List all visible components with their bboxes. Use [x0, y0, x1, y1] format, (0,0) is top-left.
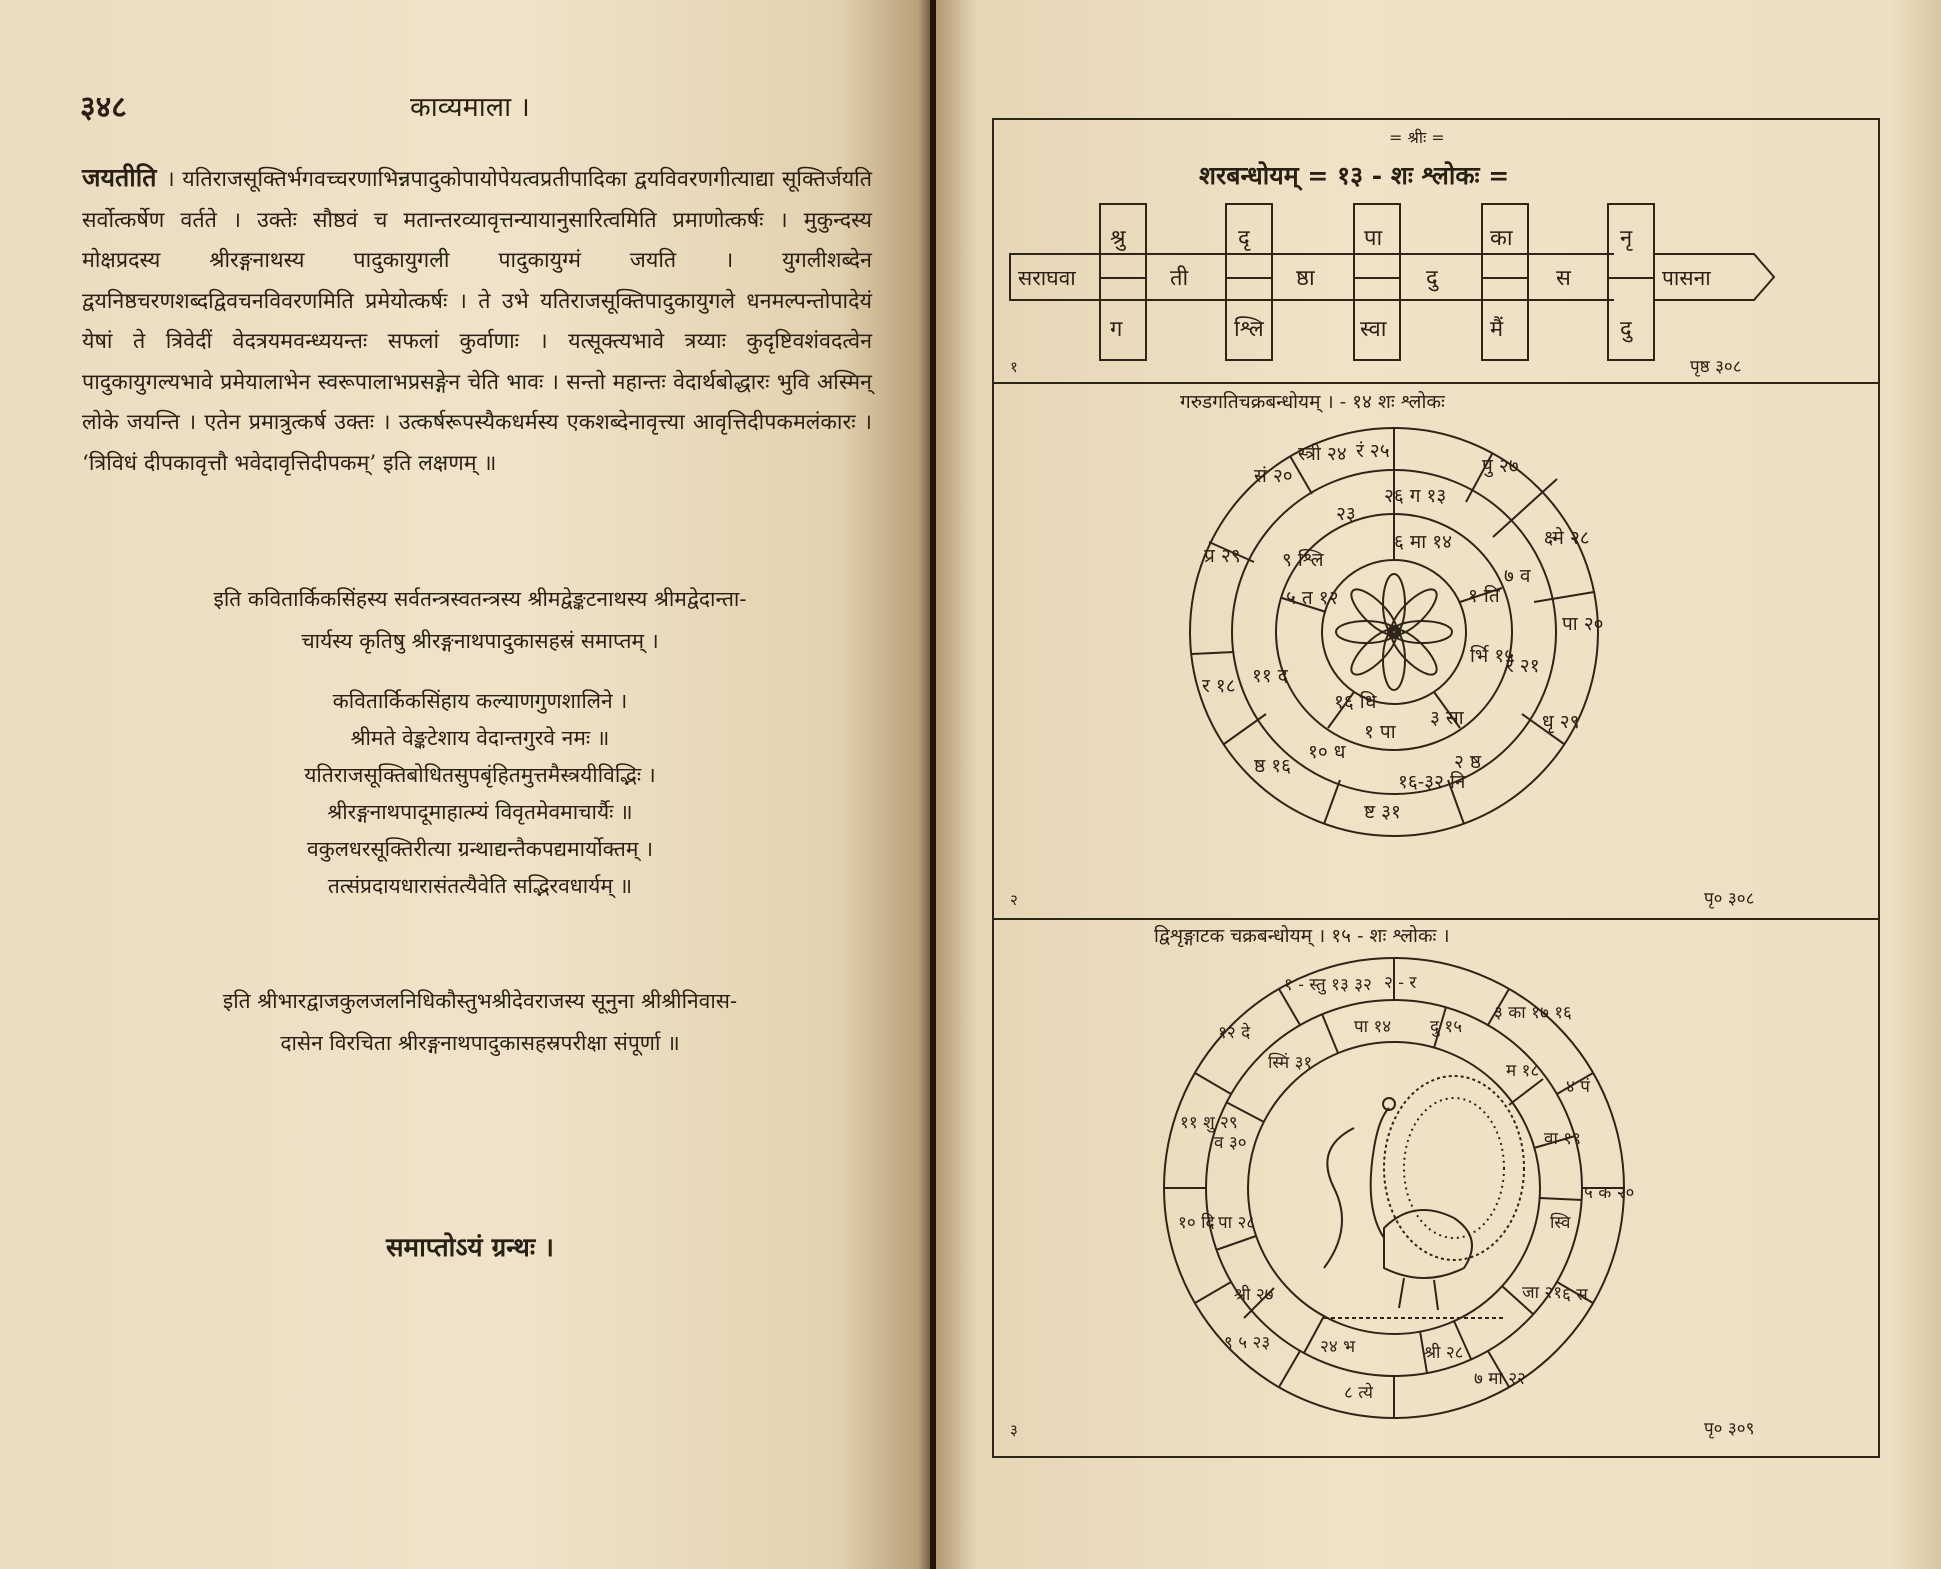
chakra-syllable: व ३०: [1214, 1133, 1247, 1153]
plate2-number: २: [1010, 891, 1018, 909]
arrow-right-text: पासना: [1662, 266, 1711, 290]
arrow-syllable: ती: [1170, 266, 1189, 291]
arrow-syllable: पा: [1364, 226, 1383, 251]
colophon-line: इति कवितार्किकसिंहस्य सर्वतन्त्रस्वतन्त्रस्य श्रीमद्वेङ्कटनाथस्य श्रीमद्वेदान्ता-: [213, 587, 747, 611]
chakra-syllable: ८ त्ये: [1344, 1383, 1374, 1403]
verse-line: तत्संप्रदायधारासंतत्यैवेति सद्भिरवधार्यम् ॥: [327, 874, 633, 898]
chakra-syllable: दु १५: [1430, 1017, 1463, 1037]
chakra-syllable: पा १४: [1354, 1017, 1392, 1037]
arrow-syllable: का: [1490, 226, 1513, 251]
plate1-number: १: [1010, 358, 1018, 376]
verse-line: श्रीमते वेङ्कटेशाय वेदान्तगुरवे नमः ॥: [350, 726, 610, 750]
peacock-illustration: [1324, 1076, 1524, 1318]
chakra-syllable: धृ २९: [1542, 711, 1580, 733]
garuda-chakra-diagram: [994, 420, 1878, 850]
chakra-syllable: वा १९: [1544, 1129, 1581, 1149]
chakra-syllable: जा २१: [1522, 1283, 1563, 1303]
chakra-syllable: प्र २९: [1204, 545, 1241, 567]
chakra-syllable: २६ ग १३: [1384, 485, 1447, 507]
left-page: [0, 0, 930, 1569]
chakra-syllable: ७ मा २२: [1474, 1369, 1526, 1389]
chakra-syllable: ७ व: [1504, 565, 1531, 587]
chakra-syllable: ष्ट ३१: [1364, 801, 1401, 823]
colophon-line: इति श्रीभारद्वाजकुलजलनिधिकौस्तुभश्रीदेवराजस्य सूनुना श्रीश्रीनिवास-: [222, 989, 738, 1013]
chakra-syllable: २ ष्ठ: [1454, 751, 1482, 773]
commentary-paragraph: [82, 158, 872, 484]
plate3-number: ३: [1010, 1421, 1018, 1439]
arrow-syllable: नृ: [1620, 226, 1633, 251]
chakra-syllable: स्मिं ३१: [1268, 1053, 1313, 1073]
colophon-first: [110, 578, 850, 662]
chakra-syllable: ११ शु २९: [1180, 1113, 1238, 1133]
chakra-syllable: ६ मा १४: [1394, 531, 1453, 553]
plate3-title: द्विशृङ्गाटक चक्रबन्धोयम् । १५ - शः श्लोकः ।: [1154, 925, 1450, 947]
chakra-syllable: ६ स: [1562, 1285, 1588, 1305]
benediction-verses: [180, 683, 780, 905]
chakra-syllable: ५ क २०: [1584, 1183, 1635, 1203]
chakra-syllable: ३ का १७ १६: [1494, 1003, 1572, 1023]
chakra-syllable: स्त्री २४: [1298, 443, 1347, 465]
arrow-syllable: स: [1556, 266, 1571, 291]
chakra-syllable: म १८: [1506, 1061, 1540, 1081]
chakra-syllable: ९ ५ २३: [1224, 1333, 1271, 1353]
chakra-syllable: र १८: [1202, 675, 1236, 697]
commentary-lead: जयतीति: [82, 163, 157, 192]
chakra-syllable: १६-३२ नि: [1398, 771, 1466, 793]
colophon-line: दासेन विरचिता श्रीरङ्गनाथपादुकासहस्रपरीक्षा संपूर्णा ॥: [280, 1031, 680, 1055]
chakra-syllable: १६ धि: [1334, 691, 1377, 713]
peacock-chakra-diagram: [994, 950, 1878, 1420]
chakra-syllable: १२ दे: [1218, 1023, 1251, 1043]
plate1-top-note: = श्रीः =: [1389, 128, 1445, 147]
arrow-syllable: दु: [1426, 266, 1438, 291]
arrow-syllable: श्लि: [1234, 317, 1264, 342]
chakra-syllable: १ ति: [1468, 585, 1500, 607]
right-page: [936, 0, 1941, 1569]
plates-frame: [992, 118, 1880, 1458]
running-head: [80, 85, 880, 135]
verse-line: कवितार्किकसिंहाय कल्याणगुणशालिने ।: [332, 689, 628, 713]
arrow-syllable: ग: [1110, 317, 1123, 342]
chakra-syllable: २३: [1336, 503, 1356, 525]
lotus-ornament: [1336, 574, 1452, 690]
arrow-syllable: मैं: [1490, 317, 1504, 342]
chakra-syllable: र २१: [1506, 655, 1540, 677]
chakra-syllable: ११ द: [1252, 665, 1288, 687]
arrow-left-text: सराघवा: [1018, 266, 1076, 290]
chakra-syllable: १ - स्तु १३ ३२: [1284, 975, 1372, 995]
end-line: समाप्तोऽयं ग्रन्थः ।: [385, 1233, 555, 1263]
arrow-syllable: श्रु: [1110, 226, 1126, 251]
plate1-page-ref: पृष्ठ ३०८: [1690, 357, 1742, 377]
chakra-syllable: ५ त १२: [1286, 587, 1339, 609]
plate-divider: [994, 382, 1878, 384]
running-title: काव्यमाला ।: [410, 92, 530, 123]
arrow-syllable: स्वा: [1360, 317, 1387, 342]
chakra-syllable: श्री २८: [1424, 1343, 1464, 1363]
chakra-syllable: रं २५: [1356, 440, 1390, 462]
chakra-syllable: ३ सा: [1430, 707, 1464, 729]
plate2-page-ref: पृ० ३०८: [1704, 889, 1755, 909]
arrow-syllable: दृ: [1238, 226, 1250, 251]
page-number: ३४८: [80, 90, 127, 125]
chakra-syllable: र्भि १५: [1470, 645, 1515, 667]
chakra-syllable: ष्ठ १६: [1254, 755, 1291, 777]
plate3-page-ref: पृ० ३०९: [1704, 1419, 1755, 1439]
chakra-syllable: पु २७: [1482, 455, 1519, 477]
chakra-syllable: स्वि: [1550, 1213, 1571, 1233]
commentary-text: । यतिराजसूक्तिर्भगवच्चरणाभिन्नपादुकोपायोपेयत्वप्रतीपादिका द्वयविवरणगीत्याद्या सूक्तिर्जयति सर्वोत्कर्षेण वर्तते । उक्तेः सौष्ठवं च मतान्तरव्यावृत्तन्यायानुसारित्वमिति प्रमाणोत्कर्षः । मुकुन्दस्य मोक्षप्रदस्य श्रीरङ्गनाथस्य पादुकायुगली पादुकायुग्मं जयति । युगलीशब्देन द्वयनिष्ठचरणशब्दद्विवचनविवरणमिति प्रमेयोत्कर्षः । ते उभे यतिराजसूक्तिपादुकायुगले धनमल्पन्तोपादेयं येषां ते त्रिवेदीं वेदत्रयमवन्ध्ययन्तः सफलां कुर्वाणाः । यत्सूक्त्यभावे त्रय्याः कुदृष्टिवशंवदत्वेन पादुकायुगल्यभावे प्रमेयालाभेन स्वरूपालाभप्रसङ्गेन चेति भावः । सन्तो महान्तः वेदार्थबोद्धारः भुवि अस्मिन् लोके जयन्ति । एतेन प्रमात्रुत्कर्ष उक्तः । उत्कर्षरूपस्यैकधर्मस्य एकशब्देनावृत्त्या आवृत्तिदीपकमलंकारः । ‘त्रिविधं दीपकावृत्तौ भवेदावृत्तिदीपकम्’ इति लक्षणम् ॥: [82, 167, 872, 476]
chakra-syllable: ४ पं: [1566, 1077, 1590, 1097]
verse-line: वकुलधरसूक्तिरीत्या ग्रन्थाद्यन्तैकपद्यमार्योक्तम् ।: [306, 837, 654, 861]
arrow-syllable: दु: [1620, 317, 1632, 342]
chakra-syllable: सं २०: [1254, 465, 1293, 487]
chakra-syllable: क्ष्मे २८: [1544, 527, 1590, 549]
chakra-syllable: श्री २७: [1234, 1285, 1274, 1305]
arrow-diagram: [994, 200, 1878, 380]
chakra-syllable: २ - र: [1384, 973, 1417, 993]
chakra-syllable: पा २८: [1218, 1213, 1256, 1233]
chakra-syllable: ९ श्लि: [1282, 549, 1324, 571]
plate1-title: शरबन्धोयम् = १३ - शः श्लोकः =: [1199, 161, 1510, 190]
chakra-syllable: २४ भ: [1320, 1337, 1356, 1357]
verse-line: यतिराजसूक्तिबोधितसुपबृंहितमुत्तमैस्त्रयीविद्भिः ।: [304, 763, 656, 787]
chakra-syllable: १० ध: [1308, 741, 1346, 763]
colophon-second: [110, 980, 850, 1064]
chakra-syllable: १ पा: [1364, 721, 1396, 743]
colophon-line: चार्यस्य कृतिषु श्रीरङ्गनाथपादुकासहस्रं समाप्तम् ।: [301, 629, 659, 653]
arrow-syllable: ष्ठा: [1296, 266, 1315, 291]
plate2-title: गरुडगतिचक्रबन्धोयम् । - १४ शः श्लोकः: [1180, 391, 1445, 413]
plate-divider: [994, 918, 1878, 920]
chakra-syllable: पा २०: [1562, 613, 1604, 635]
chakra-syllable: १० दि: [1178, 1213, 1215, 1233]
verse-line: श्रीरङ्गनाथपादूमाहात्म्यं विवृतमेवमाचार्यैः ॥: [327, 800, 633, 824]
